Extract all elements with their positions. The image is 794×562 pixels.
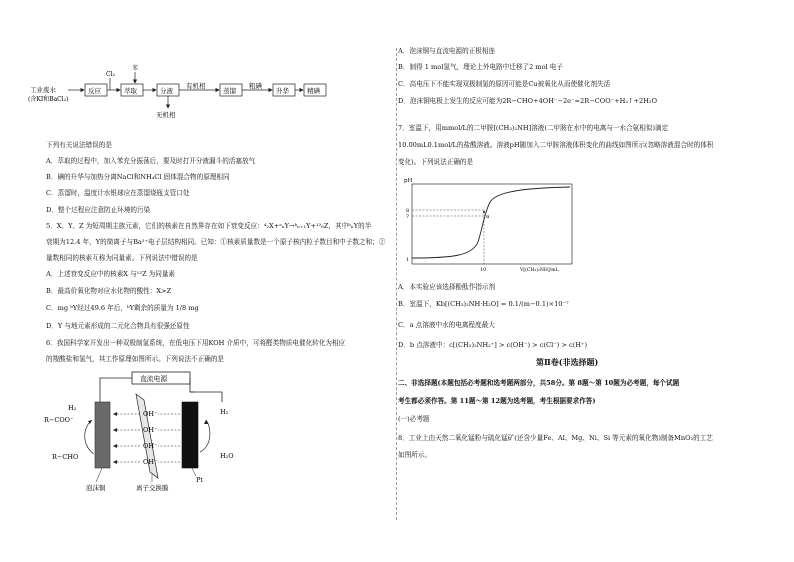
electrolysis-diagram bbox=[40, 370, 290, 530]
q5-line-3: 量数相同的核素互称为同量素。下列说法中错误的是 bbox=[46, 254, 198, 262]
foam-copper-label: 泡沫铜 bbox=[86, 484, 106, 492]
foam-copper-electrode bbox=[95, 402, 110, 468]
q4-option-b: B．碘的升华与加热分离NaCl和NH₄Cl 固体混合物的原理相同 bbox=[46, 173, 230, 181]
membrane-label: 离子交换膜 bbox=[136, 484, 169, 492]
graph-tick-y-high: 8 bbox=[406, 208, 410, 214]
iodine-process-flowchart bbox=[28, 62, 368, 126]
point-a-label: a bbox=[486, 214, 490, 220]
q6-option-b: B．制得 1 mol氢气，理论上外电路中迁移了2 mol 电子 bbox=[398, 63, 563, 71]
q7-option-c: C．a 点溶液中水的电离程度最大 bbox=[398, 321, 495, 329]
oh-label-2: OH⁻ bbox=[143, 426, 158, 434]
flow-box-extract-label: 萃取 bbox=[124, 87, 137, 95]
graph-tick-y-low: 1 bbox=[406, 257, 410, 263]
flow-reagent-cl2: Cl₂ bbox=[106, 71, 115, 78]
q4-option-d: D．整个过程应注意防止环境的污染 bbox=[46, 206, 151, 214]
left-column bbox=[0, 0, 396, 562]
pt-label: Pt bbox=[196, 476, 203, 484]
q7-line-3: 变化)。下列说法正确的是 bbox=[398, 158, 474, 166]
q5-option-a: A．上述衰变反应中的核素X 与¹²Z 为同量素 bbox=[46, 270, 176, 278]
q6-option-c: C．高电压下不能实现双极制氢的原因可能是Cu被氧化从而使催化剂失活 bbox=[398, 80, 611, 88]
dc-power-label: 直流电源 bbox=[140, 375, 168, 383]
pt-electrode bbox=[182, 402, 198, 468]
q7-line-1: 7．室温下，用mmol/L的二甲胺[(CH₃)₂NH]溶液(二甲胺在水中的电离与一水合氨相似)滴定 bbox=[398, 124, 669, 132]
flow-input-line1: 工业废水 bbox=[30, 86, 56, 94]
section2-line-1: 二、非选择题(本题包括必考题和选考题两部分，共58分。第 8题～第 10题为必考题，每个试题 bbox=[398, 379, 680, 387]
q6-line-2: 的羧酸盐和氢气，其工作原理如图所示。下列说法不正确的是 bbox=[46, 355, 225, 363]
flow-reagent-benzene: 苯 bbox=[132, 65, 139, 72]
q6-line-1: 6．我国科学家开发出一种双极制氢系统，在低电压下用KOH 介质中，可将醛类物质电催化转化为相应 bbox=[46, 339, 346, 347]
rcoo-label: R−COO⁻ bbox=[44, 416, 74, 424]
q8-line-1: 8．工业上由天然二氧化锰粉与硫化锰矿(还含少量Fe、Al、Mg、Ni、Si 等元素的氧化物)制备MnO₂的工艺 bbox=[398, 434, 713, 442]
left-h2-label: H₂ bbox=[68, 404, 77, 412]
oh-label-1: OH⁻ bbox=[143, 410, 158, 418]
q7-option-d: D．b 点溶液中：c[(CH₃)₂NH₂⁺] > c(OH⁻) > c(Cl⁻) > c(H⁺) bbox=[398, 341, 588, 349]
flow-box-react-label: 反应 bbox=[88, 87, 101, 95]
section2-line-2: 考生都必须作答。第 11题～第 12题为选考题，考生根据要求作答) bbox=[398, 397, 596, 405]
rcho-label: R−CHO bbox=[52, 453, 79, 461]
q5-option-b: B．最高价氧化物对应水化物的酸性：X>Z bbox=[46, 287, 172, 295]
right-column bbox=[398, 0, 794, 562]
flow-box-distill-label: 蒸馏 bbox=[223, 87, 236, 95]
flow-input-line2: (含KI和BaCl₂) bbox=[28, 96, 69, 103]
graph-tick-y-mid: 7 bbox=[406, 214, 410, 220]
q4-stem: 下列有关说法错误的是 bbox=[46, 141, 112, 149]
titration-curve bbox=[412, 187, 570, 258]
graph-x-label: V[(CH₃)₂NH]/mL bbox=[520, 268, 559, 273]
q6-option-a: A．泡沫铜与直流电源的正极相连 bbox=[398, 47, 496, 55]
q6-option-d: D．泡沫铜电极上发生的反应可能为2R−CHO+4OH⁻−2e⁻=2R−COO⁻+H₂↑+2H₂O bbox=[398, 97, 658, 105]
column-divider bbox=[396, 48, 397, 520]
graph-tick-x: 10 bbox=[480, 267, 487, 273]
q5-option-d: D．Y 与地元素形成的二元化合物具有很强还原性 bbox=[46, 322, 190, 330]
h2o-label: H₂O bbox=[220, 452, 234, 460]
compulsory-label: (一)必考题 bbox=[398, 415, 430, 423]
flow-box-separate-label: 分液 bbox=[160, 87, 173, 95]
q5-line-2: 衰期为12.4 年，Y的简离子与Ba²⁺电子层结构相同。已知：①核素质量数是一个原子核内粒子数目和中子数之和；② bbox=[46, 238, 386, 246]
right-h2-label: H₂ bbox=[220, 408, 229, 416]
q4-option-a: A．萃取的过程中，加入苯充分振荡后，要及时打开分液漏斗的活塞放气 bbox=[46, 157, 256, 165]
part2-title: 第Ⅱ卷(非选择题) bbox=[536, 357, 599, 367]
titration-curve-graph bbox=[402, 172, 582, 280]
flow-aqueous-phase: 无机相 bbox=[156, 111, 176, 119]
q5-option-c: C．mg ᵇY经过49.6 年后，ᵇY剩余的质量为 1/8 mg bbox=[46, 304, 199, 312]
graph-y-label: pH bbox=[404, 178, 413, 184]
q7-line-2: 10.00mL0.1mol/L的盐酸溶液。溶液pH随加入二甲胺溶液体积变化的曲线如图所示(忽略溶液混合时的体积 bbox=[398, 141, 714, 149]
oh-label-3: OH⁻ bbox=[143, 442, 158, 450]
flow-box-sublime-label: 升华 bbox=[276, 87, 289, 95]
flow-crude: 粗碘 bbox=[249, 82, 262, 90]
oh-label-4: OH⁻ bbox=[143, 458, 158, 466]
q5-line-1: 5．X、Y、Z 为短周期主族元素，它们的核素在自然界存在如下衰变反应：⁴₂X+ᵃₙY→ᵇₙ₊₁Y+¹²₆Z，其中ᵇₙY的半 bbox=[46, 222, 372, 230]
q7-option-b: B．室温下，Kb[(CH₃)₂NH·H₂O] = 0.1/(m−0.1)×10⁻⁷ bbox=[398, 300, 569, 308]
q8-line-2: 如图所示。 bbox=[398, 451, 431, 459]
graph-frame bbox=[412, 184, 572, 264]
q7-option-a: A．本实验应该选择酚酞作指示剂 bbox=[398, 283, 496, 291]
flow-organic-phase: 有机相 bbox=[186, 82, 206, 90]
point-a-marker bbox=[483, 211, 485, 213]
flow-box-pure-label: 精碘 bbox=[307, 87, 320, 95]
q4-option-c: C．蒸馏时，温度计水银球应在蒸馏烧瓶支管口处 bbox=[46, 189, 190, 197]
